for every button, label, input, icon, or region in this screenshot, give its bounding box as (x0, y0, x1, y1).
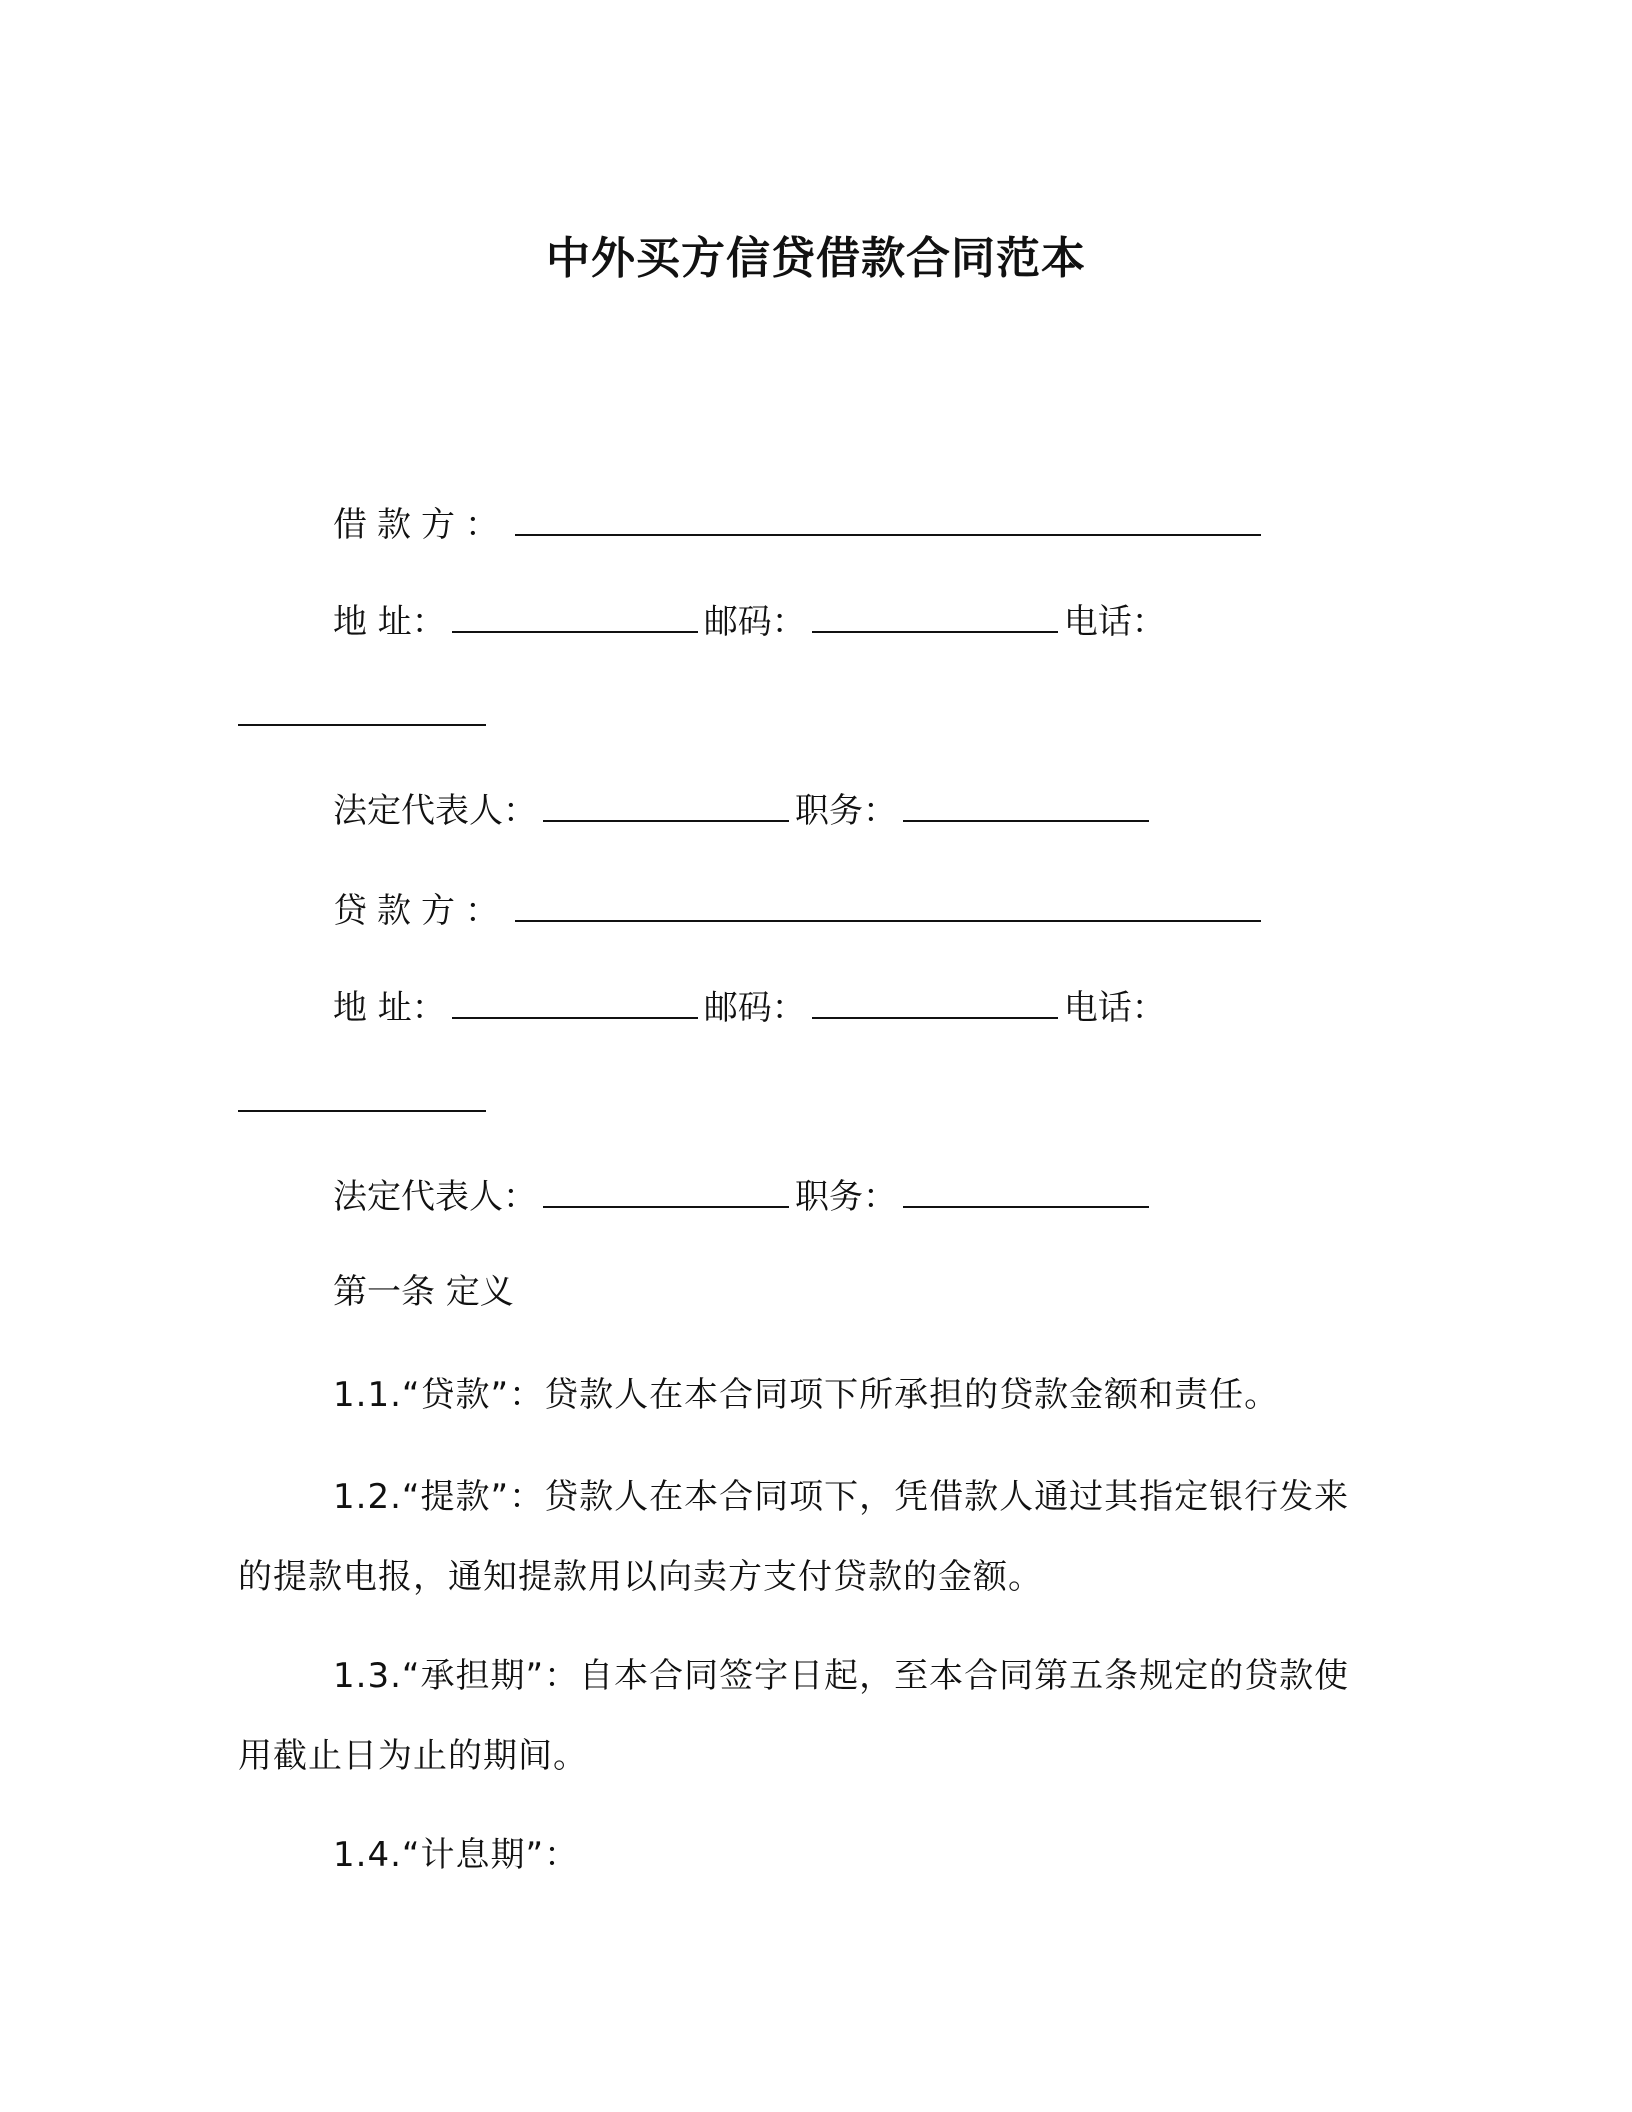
lender-postcode-blank[interactable] (812, 983, 1058, 1019)
document-title: 中外买方信贷借款合同范本 (546, 233, 1086, 284)
borrower-legal-rep-label: 法定代表人： (333, 791, 537, 831)
borrower-postcode-label: 邮码： (703, 602, 806, 642)
clause-1-1: 1.1.“贷款”：贷款人在本合同项下所承担的贷款金额和责任。 (333, 1375, 1280, 1415)
borrower-line (333, 500, 1267, 549)
clause-1-2: 1.2.“提款”：贷款人在本合同项下，凭借款人通过其指定银行发来的提款电报，通知提款用以向卖方支付贷款的金额。 (238, 1477, 1350, 1597)
clause-1-3: 1.3.“承担期”：自本合同签字日起，至本合同第五条规定的贷款使用截止日为止的期间。 (238, 1656, 1350, 1776)
borrower-position-blank[interactable] (903, 786, 1149, 822)
lender-address-line (333, 983, 1166, 1032)
borrower-phone-blank[interactable] (238, 690, 486, 726)
borrower-phone-label: 电话： (1063, 602, 1166, 642)
article-heading: 第一条 定义 (333, 1272, 514, 1312)
lender-legal-rep-line (333, 1172, 1155, 1221)
lender-phone-label: 电话： (1063, 988, 1166, 1028)
borrower-phone-continuation (238, 690, 486, 739)
borrower-address-blank[interactable] (452, 597, 698, 633)
lender-line (333, 886, 1267, 935)
borrower-legal-rep-blank[interactable] (543, 786, 789, 822)
clause-1-4: 1.4.“计息期”： (333, 1835, 580, 1875)
borrower-label: 借款方： (333, 505, 509, 545)
lender-blank[interactable] (515, 886, 1261, 922)
lender-phone-blank[interactable] (238, 1076, 486, 1112)
borrower-address-label: 地 址： (333, 602, 446, 642)
lender-position-blank[interactable] (903, 1172, 1149, 1208)
lender-legal-rep-blank[interactable] (543, 1172, 789, 1208)
lender-position-label: 职务： (795, 1177, 897, 1217)
lender-address-blank[interactable] (452, 983, 698, 1019)
borrower-address-line (333, 597, 1166, 646)
borrower-legal-rep-line (333, 786, 1155, 835)
lender-label: 贷款方： (333, 891, 509, 931)
lender-legal-rep-label: 法定代表人： (333, 1177, 537, 1217)
borrower-blank[interactable] (515, 500, 1261, 536)
lender-postcode-label: 邮码： (703, 988, 806, 1028)
lender-phone-continuation (238, 1076, 486, 1125)
borrower-postcode-blank[interactable] (812, 597, 1058, 633)
lender-address-label: 地 址： (333, 988, 446, 1028)
borrower-position-label: 职务： (795, 791, 897, 831)
